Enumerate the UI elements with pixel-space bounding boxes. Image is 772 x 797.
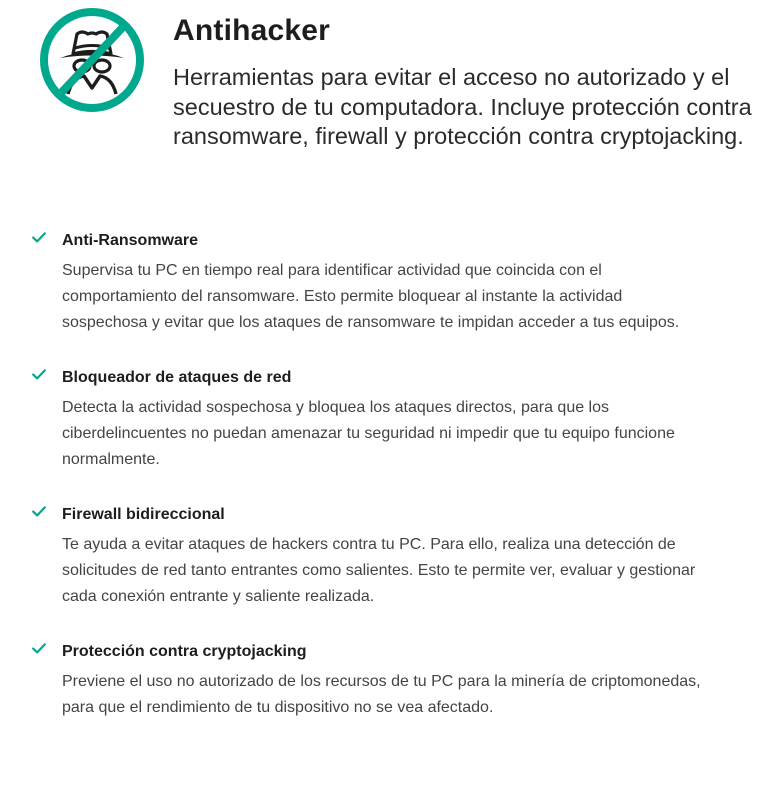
feature-title: Protección contra cryptojacking — [62, 643, 307, 660]
check-icon — [32, 369, 46, 380]
feature-list — [0, 224, 772, 746]
feature-description: Supervisa tu PC en tiempo real para identificar actividad que coincida con el comportamiento del ransomware. Esto permite bloquear al instante la actividad sospechosa y evitar que los ataques de ransomware te impidan acceder a tus equipos. — [62, 262, 680, 331]
check-icon — [32, 643, 46, 654]
feature-item — [0, 498, 702, 610]
check-icon — [32, 232, 46, 243]
feature-item — [0, 361, 702, 473]
feature-title: Bloqueador de ataques de red — [62, 369, 292, 386]
feature-item — [0, 224, 702, 336]
feature-description: Previene el uso no autorizado de los recursos de tu PC para la minería de criptomonedas, para que el rendimiento de tu dispositivo no se vea afectado. — [62, 673, 701, 716]
product-title: Antihacker — [173, 14, 331, 47]
feature-description: Te ayuda a evitar ataques de hackers contra tu PC. Para ello, realiza una detección de solicitudes de red tanto entrantes como salientes. Esto te permite ver, evaluar y gestionar cada conexión entrante y saliente realizada. — [62, 536, 696, 605]
feature-description: Detecta la actividad sospechosa y bloquea los ataques directos, para que los ciberdelincuentes no puedan amenazar tu seguridad ni impedir que tu equipo funcione normalmente. — [62, 399, 675, 468]
antihacker-crossed-spy-icon — [38, 6, 146, 114]
feature-title: Anti-Ransomware — [62, 232, 199, 249]
check-icon — [32, 506, 46, 517]
feature-title: Firewall bidireccional — [62, 506, 225, 523]
feature-item — [0, 635, 702, 721]
product-header — [0, 0, 772, 200]
product-subtitle: Herramientas para evitar el acceso no autorizado y el secuestro de tu computadora. Incluye protección contra ransomware, firewall y protección contra cryptojacking. — [173, 64, 752, 149]
